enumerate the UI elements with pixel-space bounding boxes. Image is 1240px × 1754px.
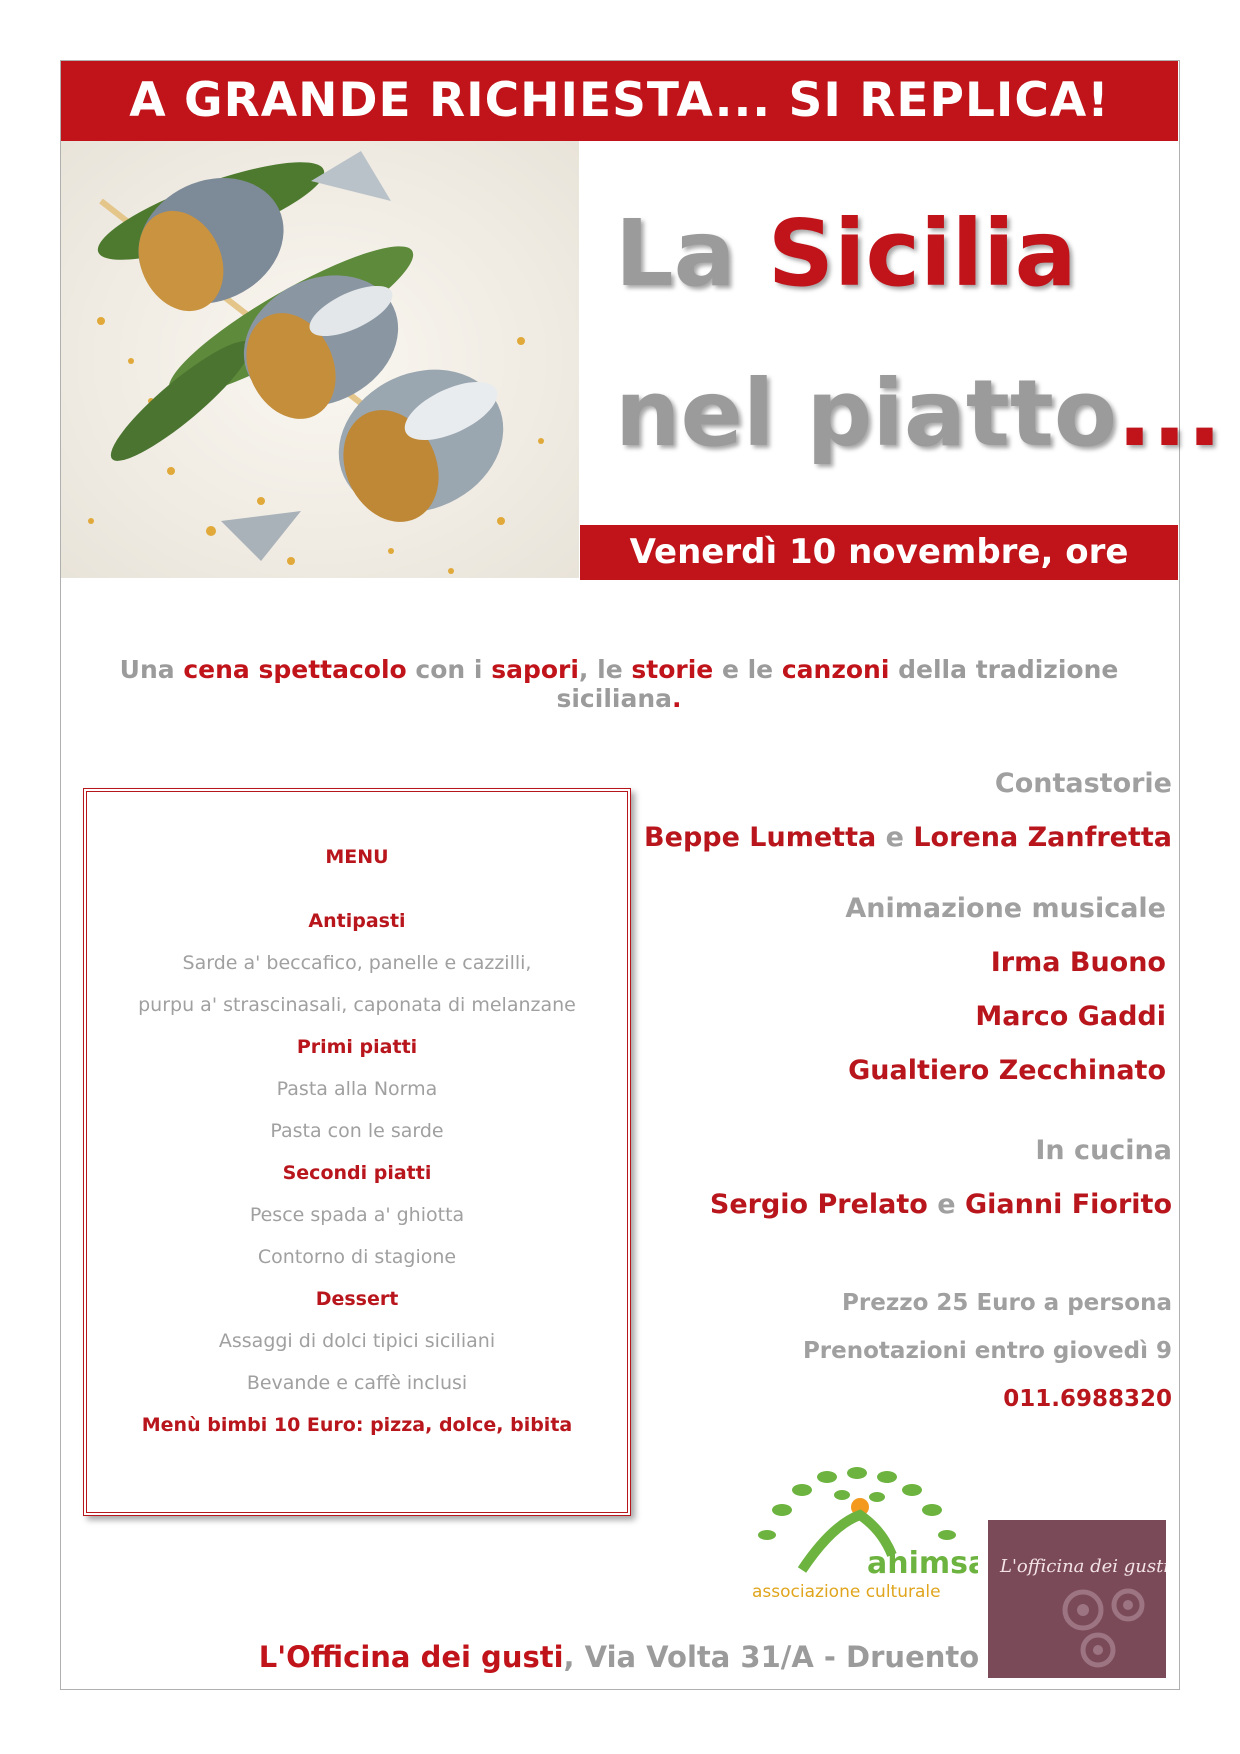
musician-name: Marco Gaddi	[975, 1001, 1166, 1032]
title-ellipsis: ...	[1117, 360, 1222, 467]
tagline-highlight: sapori	[491, 655, 579, 684]
performer-name: Beppe Lumetta	[644, 822, 877, 853]
menu-item: Pesce spada a' ghiotta	[249, 1204, 465, 1226]
cucina-label: In cucina	[1035, 1135, 1172, 1166]
tagline-highlight: cena spettacolo	[183, 655, 407, 684]
menu-item: Pasta con le sarde	[270, 1120, 444, 1142]
menu-item: Pasta alla Norma	[276, 1078, 438, 1100]
menu-item: Contorno di stagione	[257, 1246, 457, 1268]
venue-footer	[60, 1640, 1178, 1674]
performer-name: Lorena Zanfretta	[913, 822, 1172, 853]
menu-item: Assaggi di dolci tipici siciliani	[218, 1330, 496, 1352]
tagline-end: .	[672, 684, 682, 713]
price-info: Prezzo 25 Euro a persona	[842, 1290, 1172, 1316]
chef-name: Sergio Prelato	[709, 1189, 928, 1220]
contastorie-names	[644, 822, 1172, 853]
conjunction: e	[876, 822, 914, 853]
venue-name: L'Officina dei gusti	[258, 1640, 564, 1674]
menu-section-primi: Primi piatti	[296, 1036, 418, 1058]
title-line-1	[615, 200, 1077, 307]
tagline-part: con i	[406, 655, 492, 684]
menu-kids: Menù bimbi 10 Euro: pizza, dolce, bibita	[141, 1414, 573, 1436]
tagline-highlight: canzoni	[781, 655, 890, 684]
musician-name: Gualtiero Zecchinato	[848, 1055, 1166, 1086]
venue-address: , Via Volta 31/A - Druento	[563, 1640, 980, 1674]
musician-name: Irma Buono	[990, 947, 1166, 978]
tagline-highlight: storie	[631, 655, 714, 684]
menu-section-antipasti: Antipasti	[308, 910, 406, 932]
conjunction: e	[927, 1189, 965, 1220]
tagline	[60, 655, 1178, 713]
menu-section-dessert: Dessert	[315, 1288, 399, 1310]
menu-item: purpu a' strascinasali, caponata di melanzane	[138, 994, 576, 1016]
title-sicilia: Sicilia	[767, 200, 1077, 307]
event-date: Venerdì 10 novembre, ore 20,30	[580, 525, 1178, 580]
chef-name: Gianni Fiorito	[964, 1189, 1172, 1220]
menu-heading: MENU	[325, 846, 389, 868]
animazione-label: Animazione musicale	[845, 893, 1166, 924]
phone-number: 011.6988320	[1003, 1386, 1172, 1412]
cuochi-names	[710, 1189, 1172, 1220]
menu-section-secondi: Secondi piatti	[282, 1162, 432, 1184]
booking-info: Prenotazioni entro giovedì 9	[802, 1338, 1172, 1364]
food-photo	[61, 141, 579, 578]
tagline-part: Una	[119, 655, 184, 684]
tagline-part: della tradizione siciliana	[556, 655, 1119, 713]
headline-banner: A GRANDE RICHIESTA... SI REPLICA!	[61, 61, 1178, 141]
tagline-part: e le	[713, 655, 782, 684]
ahimsa-logo	[742, 1455, 978, 1605]
ahimsa-name: ahimsa	[867, 1546, 978, 1581]
tagline-part: , le	[578, 655, 632, 684]
contastorie-label: Contastorie	[994, 768, 1172, 799]
menu-box	[83, 788, 631, 1516]
officina-logo-text: L'officina dei gusti	[1000, 1556, 1166, 1577]
ahimsa-subtitle: associazione culturale	[752, 1582, 941, 1602]
title-la: La	[615, 200, 736, 307]
menu-item: Sarde a' beccafico, panelle e cazzilli,	[182, 952, 532, 974]
menu-item: Bevande e caffè inclusi	[246, 1372, 468, 1394]
title-nel-piatto: nel piatto	[615, 360, 1118, 467]
title-line-2	[615, 360, 1222, 467]
